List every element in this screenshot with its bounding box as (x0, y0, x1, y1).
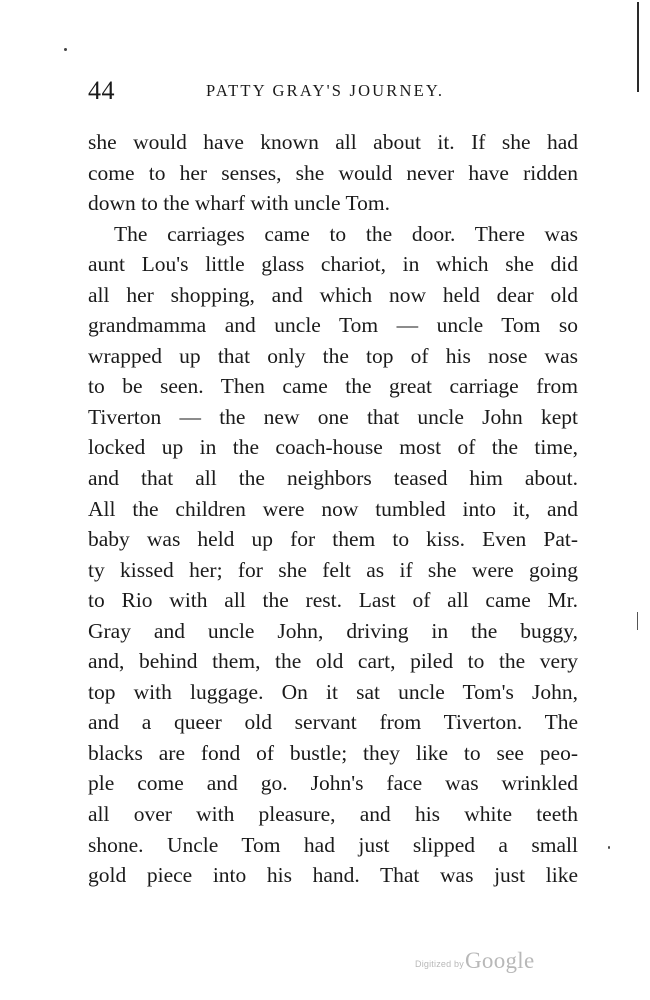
page-edge-mark (637, 612, 638, 630)
digitized-by-google-watermark (415, 948, 545, 978)
scan-speck (64, 48, 67, 51)
text-line: aunt Lou's little glass chariot, in which she did (88, 252, 578, 277)
text-line: she would have known all about it. If she had (88, 130, 578, 154)
page-number: 44 (88, 76, 115, 105)
watermark-prefix: Digitized by (415, 959, 464, 969)
text-line: wrapped up that only the top of his nose was (88, 343, 578, 368)
text-line: to Rio with all the rest. Last of all came Mr. (88, 588, 578, 613)
body-text (88, 127, 578, 891)
scan-speck (608, 846, 610, 849)
google-logo: Google (465, 948, 535, 973)
text-line: grandmamma and uncle Tom — uncle Tom so (88, 313, 578, 338)
text-line: and, behind them, the old cart, piled to the very (88, 649, 578, 674)
text-line: ty kissed her; for she felt as if she were going (88, 557, 578, 582)
text-line: Gray and uncle John, driving in the buggy, (88, 618, 578, 643)
text-line: and that all the neighbors teased him about. (88, 466, 578, 491)
text-line: all her shopping, and which now held dear old (88, 282, 578, 307)
text-line: top with luggage. On it sat uncle Tom's John, (88, 679, 578, 704)
text-line: baby was held up for them to kiss. Even Pat- (88, 527, 578, 552)
text-line: All the children were now tumbled into it, and (88, 496, 578, 521)
text-line: and a queer old servant from Tiverton. The (88, 710, 578, 735)
running-title: PATTY GRAY'S JOURNEY. (206, 81, 445, 100)
text-line: gold piece into his hand. That was just like (88, 863, 578, 888)
text-line: all over with pleasure, and his white teeth (88, 802, 578, 827)
running-header (88, 74, 576, 108)
text-line: The carriages came to the door. There was (114, 221, 578, 246)
text-line: blacks are fond of bustle; they like to see peo- (88, 740, 578, 765)
text-line: ple come and go. John's face was wrinkled (88, 771, 578, 796)
page-edge-rule (637, 2, 639, 92)
text-line: down to the wharf with uncle Tom. (88, 191, 391, 216)
text-line: shone. Uncle Tom had just slipped a small (88, 832, 578, 857)
text-line: Tiverton — the new one that uncle John kept (88, 404, 578, 429)
text-line: to be seen. Then came the great carriage from (88, 374, 578, 399)
text-line: locked up in the coach-house most of the time, (88, 435, 578, 460)
text-line: come to her senses, she would never have ridden (88, 160, 578, 185)
